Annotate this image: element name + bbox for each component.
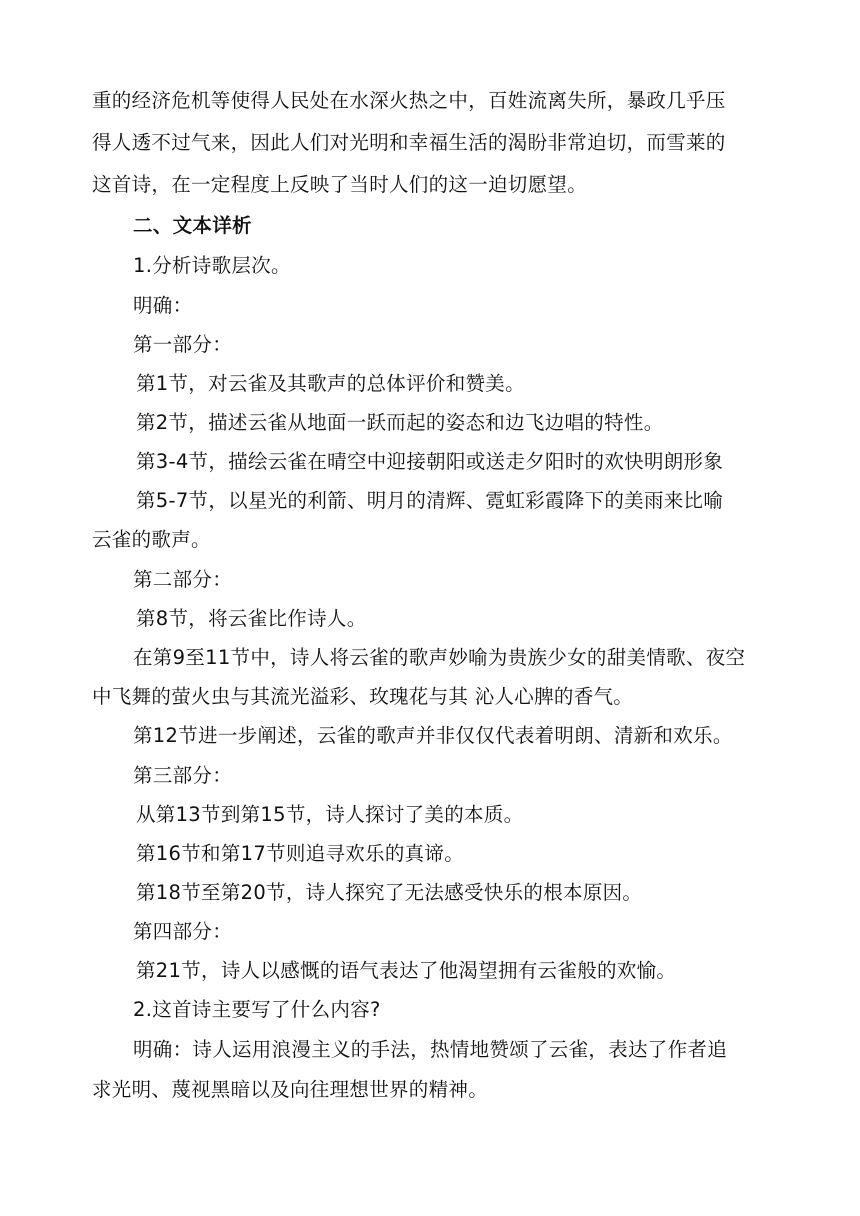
part3-item-2: 第16节和第17节则追寻欢乐的真谛。 xyxy=(136,842,465,865)
part1-item-3: 第3-4节，描绘云雀在晴空中迎接朝阳或送走夕阳时的欢快明朗形象 xyxy=(136,450,724,473)
intro-line-1: 重的经济危机等使得人民处在水深火热之中，百姓流离失所，暴政几乎压 xyxy=(92,89,726,112)
part1-item-1: 第1节，对云雀及其歌声的总体评价和赞美。 xyxy=(136,372,525,395)
part4-item-1: 第21节，诗人以感慨的语气表达了他渴望拥有云雀般的欢愉。 xyxy=(136,959,677,982)
part2-item-1: 第8节，将云雀比作诗人。 xyxy=(136,607,367,630)
part1-item-2: 第2节，描述云雀从地面一跃而起的姿态和边飞边唱的特性。 xyxy=(136,411,664,434)
intro-line-3: 这首诗，在一定程度上反映了当时人们的这一迫切愿望。 xyxy=(92,173,588,196)
part2-label: 第二部分： xyxy=(133,568,233,591)
part2-item-3: 第12节进一步阐述，云雀的歌声并非仅仅代表着明朗、清新和欢乐。 xyxy=(133,724,733,747)
question-1: 1.分析诗歌层次。 xyxy=(133,254,291,277)
part2-item-2: 在第9至11节中，诗人将云雀的歌声妙喻为贵族少女的甜美情歌、夜空 xyxy=(133,646,746,669)
part1-item-4: 第5-7节，以星光的利箭、明月的清辉、霓虹彩霞降下的美雨来比喻 xyxy=(136,489,724,512)
part3-item-3: 第18节至第20节，诗人探究了无法感受快乐的根本原因。 xyxy=(136,881,643,904)
answer-label: 明确： xyxy=(133,294,193,317)
question-2: 2.这首诗主要写了什么内容? xyxy=(133,998,381,1021)
question-2-answer-cont: 求光明、蔑视黑暗以及向往理想世界的精神。 xyxy=(92,1078,489,1101)
section-heading: 二、文本详析 xyxy=(133,214,252,237)
intro-line-2: 得人透不过气来，因此人们对光明和幸福生活的渴盼非常迫切，而雪莱的 xyxy=(92,131,726,154)
part1-label: 第一部分： xyxy=(133,333,233,356)
part3-label: 第三部分： xyxy=(133,764,233,787)
part1-item-4-cont: 云雀的歌声。 xyxy=(92,528,211,551)
part3-item-1: 从第13节到第15节，诗人探讨了美的本质。 xyxy=(136,803,524,826)
part2-item-2-cont: 中飞舞的萤火虫与其流光溢彩、玫瑰花与其 沁人心脾的香气。 xyxy=(92,685,634,708)
question-2-answer: 明确：诗人运用浪漫主义的手法，热情地赞颂了云雀，表达了作者追 xyxy=(133,1038,728,1061)
part4-label: 第四部分： xyxy=(133,920,233,943)
